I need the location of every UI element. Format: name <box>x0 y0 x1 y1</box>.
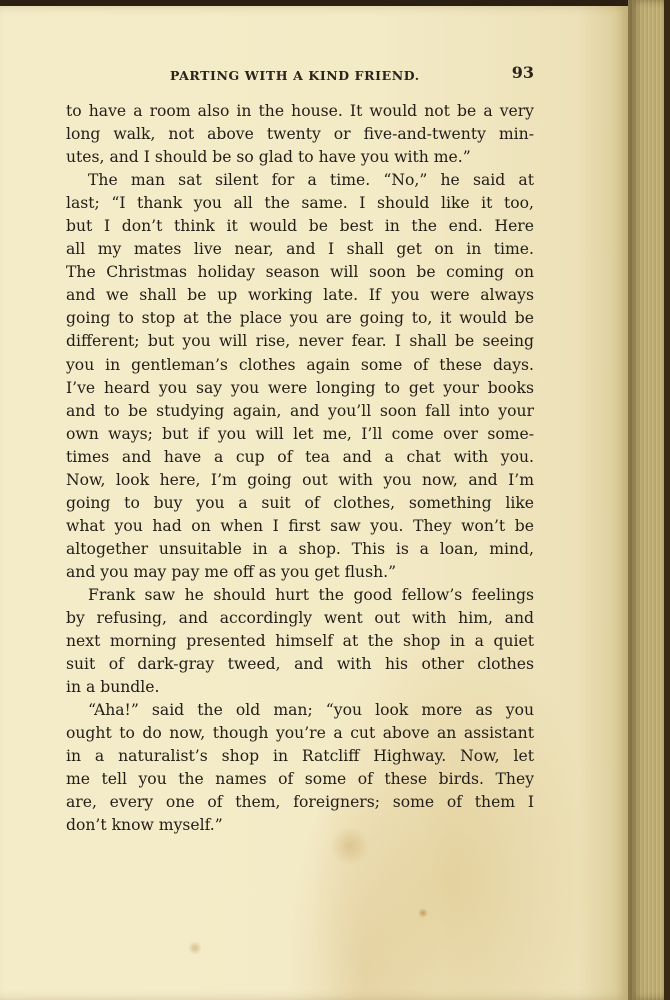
page-header <box>66 62 534 86</box>
text-line: me tell you the names of some of these birds. They <box>66 770 534 789</box>
text-line: Now, look here, I’m going out with you now, and I’m <box>66 470 534 489</box>
text-line: but I don’t think it would be best in the end. Here <box>66 217 534 236</box>
text-line: I’ve heard you say you were longing to get your books <box>66 378 534 397</box>
text-line: going to stop at the place you are going to, it would be <box>66 309 534 328</box>
page-number: 93 <box>511 63 534 82</box>
foxing-spot <box>188 941 202 955</box>
foxing-spot <box>418 908 428 918</box>
text-line: ought to do now, though you’re a cut above an assistant <box>66 724 534 743</box>
text-line: and we shall be up working late. If you were always <box>66 286 534 305</box>
text-line: in a naturalist’s shop in Ratcliff Highway. Now, let <box>66 747 534 766</box>
text-line: altogether unsuitable in a shop. This is a loan, mind, <box>66 539 534 558</box>
text-line: times and have a cup of tea and a chat with you. <box>66 447 534 466</box>
running-title: PARTING WITH A KIND FRIEND. <box>170 68 420 83</box>
text-line: different; but you will rise, never fear. I shall be seeing <box>66 332 534 351</box>
text-line: to have a room also in the house. It would not be a very <box>66 102 534 120</box>
text-line: by refusing, and accordingly went out with him, and <box>66 609 534 628</box>
book-page <box>0 6 628 1000</box>
body-text <box>66 100 534 838</box>
text-line: last; “I thank you all the same. I should like it too, <box>66 194 534 213</box>
text-line: and to be studying again, and you’ll soon fall into your <box>66 401 534 420</box>
text-line: “Aha!” said the old man; “you look more as you <box>88 701 534 720</box>
text-line: and you may pay me off as you get flush.” <box>66 562 397 581</box>
text-line: don’t know myself.” <box>66 816 223 835</box>
text-line: what you had on when I first saw you. They won’t be <box>66 516 534 535</box>
text-line: are, every one of them, foreigners; some of them I <box>66 793 534 812</box>
text-line: suit of dark-gray tweed, and with his other clothes <box>66 655 534 674</box>
text-line: next morning presented himself at the shop in a quiet <box>66 632 534 651</box>
text-line: utes, and I should be so glad to have you with me.” <box>66 148 471 167</box>
text-line: The man sat silent for a time. “No,” he said at <box>88 171 534 190</box>
text-line: you in gentleman’s clothes again some of these days. <box>66 355 534 374</box>
text-line: own ways; but if you will let me, I’ll come over some- <box>66 424 534 443</box>
text-line: long walk, not above twenty or five-and-twenty min- <box>66 125 534 144</box>
text-line: going to buy you a suit of clothes, something like <box>66 493 534 512</box>
text-line: in a bundle. <box>66 678 160 697</box>
book-page-edges <box>628 0 670 1000</box>
text-line: all my mates live near, and I shall get on in time. <box>66 240 534 259</box>
text-line: Frank saw he should hurt the good fellow’s feelings <box>88 585 534 604</box>
text-line: The Christmas holiday season will soon be coming on <box>66 263 534 282</box>
